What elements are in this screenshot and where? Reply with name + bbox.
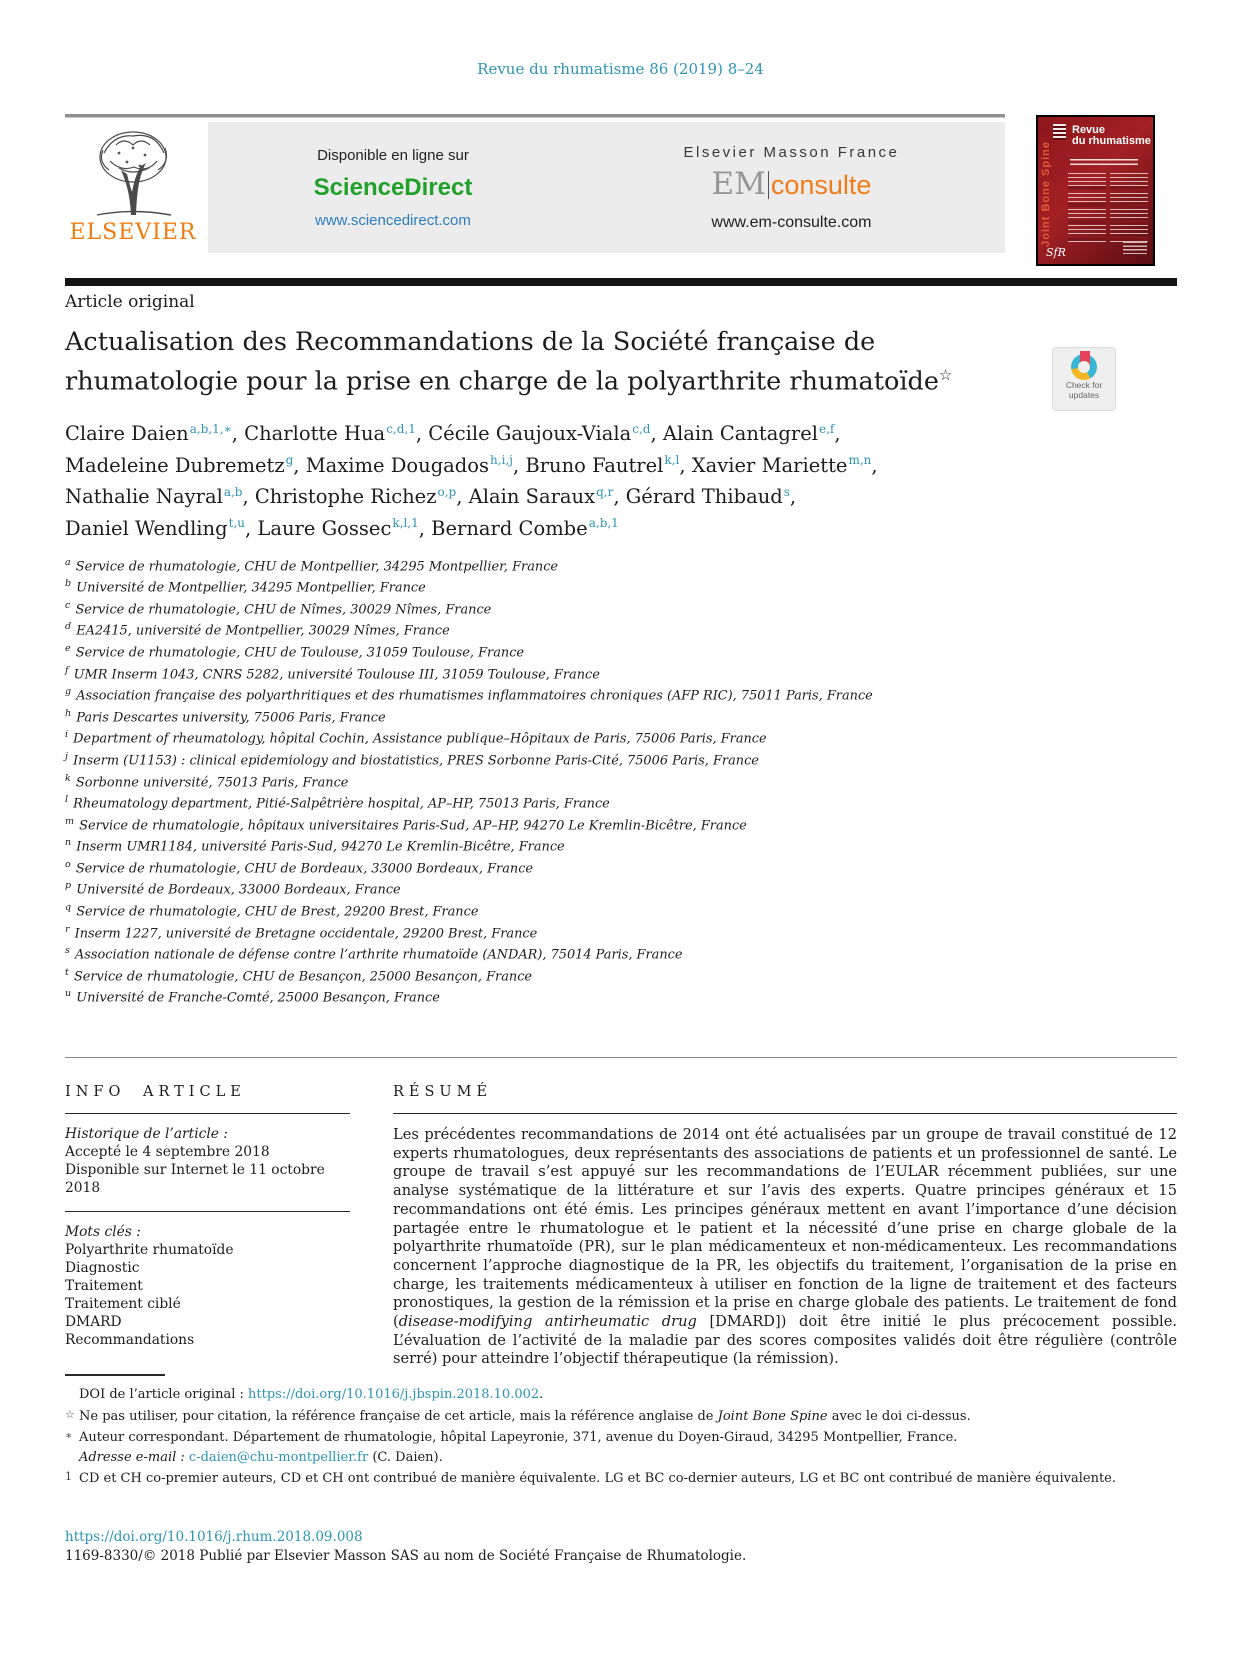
em-separator	[768, 171, 769, 199]
sciencedirect-url-link[interactable]: www.sciencedirect.com	[315, 211, 471, 229]
cover-issue-info	[1123, 242, 1147, 256]
article-type-label: Article original	[65, 292, 195, 312]
affiliation: $^t$ Service de rhumatologie, CHU de Besançon, 25000 Besançon, France	[65, 966, 533, 985]
joint-bone-spine-italic: Joint Bone Spine	[717, 1408, 828, 1424]
footnote-rule	[65, 1374, 165, 1376]
article-info-column	[65, 1084, 350, 1384]
cover-spine-text: Joint Bone Spine	[1040, 141, 1052, 247]
header-divider	[65, 114, 1005, 118]
affiliation: $^r$ Inserm 1227, université de Bretagne occidentale, 29200 Brest, France	[65, 923, 538, 941]
cover-title-line2: du rhumatisme	[1072, 135, 1151, 147]
cover-subheading-lines	[1070, 159, 1138, 166]
author: Charlotte Hua$^{c,d,1}$,	[244, 421, 429, 446]
abstract-part2: [DMARD]) doit être initié le plus précocement possible. L’évaluation de l’activité de la maladie par des scores composites validés doit être régulière (contrôle serré) pour atteindre l’objectif thérapeutique (la rémission).	[393, 1313, 1177, 1368]
keyword: Recommandations	[65, 1332, 195, 1349]
author: Madeleine Dubremetz$^g$,	[65, 453, 306, 477]
affiliation: $^o$ Service de rhumatologie, CHU de Bordeaux, 33000 Bordeaux, France	[65, 858, 534, 877]
info-mid-rule	[65, 1211, 350, 1212]
elsevier-wordmark: ELSEVIER	[69, 220, 197, 245]
article-doi-link[interactable]: https://doi.org/10.1016/j.rhum.2018.09.008	[65, 1529, 363, 1545]
affiliation: $^p$ Université de Bordeaux, 33000 Bordeaux, France	[65, 880, 401, 898]
available-online-label: Disponible en ligne sur	[317, 146, 469, 164]
cover-toc-col-right	[1110, 173, 1148, 242]
author: Xavier Mariette$^{m,n}$,	[691, 453, 878, 477]
affiliation: $^j$ Inserm (U1153) : clinical epidemiology and biostatistics, PRES Sorbonne Paris-Cité, 75006 Paris, France	[65, 750, 759, 769]
abstract-column	[393, 1084, 1177, 1384]
title-line1: Actualisation des Recommandations de la Société française de	[65, 327, 876, 357]
author: Bruno Fautrel$^{k,l}$,	[525, 453, 692, 477]
affiliation: $^k$ Sorbonne université, 75013 Paris, France	[65, 772, 349, 790]
affiliation: $^i$ Department of rheumatology, hôpital Cochin, Assistance publique–Hôpitaux de Paris, 75006 Paris, France	[65, 729, 767, 747]
affiliation: $^b$ Université de Montpellier, 34295 Montpellier, France	[65, 578, 426, 596]
affiliation: $^s$ Association nationale de défense contre l’arthrite rhumatoïde (ANDAR), 75014 Paris, France	[65, 945, 683, 963]
history-label: Historique de l’article :	[65, 1126, 228, 1143]
cover-title-line1: Revue	[1072, 124, 1106, 136]
author: Laure Gossec$^{k,l,1}$,	[257, 516, 432, 540]
author: Daniel Wendling$^{t,u}$,	[65, 516, 258, 540]
resume-heading-rule	[393, 1113, 1177, 1114]
footnote-corresponding-author: ∗ Auteur correspondant. Département de rhumatologie, hôpital Lapeyronie, 371, avenue du Doyen-Giraud, 34295 Montpellier, France.	[65, 1426, 1177, 1448]
issn-copyright-line: 1169-8330/© 2018 Publié par Elsevier Masson SAS au nom de Société Française de Rhumatologie.	[65, 1548, 747, 1564]
abstract-part1: Les précédentes recommandations de 2014 ont été actualisées par un groupe de travail constitué de 12 experts rhumatologues, deux représentants des associations de patients et un professionnel de santé. Le groupe de travail s’est appuyé sur les recommandations de l’EULAR récemment publiées, sur une analyse systématique de la littérature et sur l’avis des experts. Quatre principes généraux et 15 recommandations ont été émis. Les principes généraux mettent en avant l’importance d’une décision partagée entre le rhumatologue et le patient et la nécessité d’une prise en charge globale de la polyarthrite rhumatoïde (PR), sur le plan médicamenteux et non-médicamenteux. Les recommandations concernent l’approche diagnostique de la PR, les objectifs du traitement, l’organisation de la prise en charge, les traitements médicamenteux à utiliser en fonction de la ligne de traitement et des facteurs pronostiques, la gestion de la rémission et la prise en charge globale des patients. Le traitement de fond (	[393, 1126, 1177, 1331]
section-divider	[65, 1057, 1177, 1058]
elsevier-masson-label: Elsevier Masson France	[683, 143, 900, 161]
check-updates-label-line2: updates	[1068, 389, 1100, 400]
affiliation: $^d$ EA2415, université de Montpellier, 30029 Nîmes, France	[65, 621, 450, 639]
star-footnote-mark: ☆	[65, 1407, 75, 1421]
em-part: EM	[711, 165, 766, 202]
author: Nathalie Nayral$^{a,b}$,	[65, 484, 255, 509]
footnote-citation-note: ☆ Ne pas utiliser, pour citation, la référence française de cet article, mais la référence anglaise de Joint Bone Spine avec le doi ci-dessus.	[65, 1405, 1177, 1427]
affiliation-list	[65, 554, 1177, 1007]
history-accepted: Accepté le 4 septembre 2018	[65, 1144, 270, 1161]
sciencedirect-block	[314, 147, 473, 229]
author: Claire Daien$^{a,b,1,∗}$,	[65, 421, 245, 446]
author: Gérard Thibaud$^s$,	[625, 484, 797, 509]
info-heading: INFO ARTICLE	[65, 1084, 246, 1101]
cover-mini-logo	[1053, 124, 1066, 140]
doi-label: DOI de l’article original :	[79, 1387, 248, 1402]
keyword: Polyarthrite rhumatoïde	[65, 1242, 234, 1259]
info-heading-rule	[65, 1113, 350, 1114]
abstract-text	[393, 1126, 1177, 1369]
author: Alain Saraux$^{q,r}$,	[468, 484, 626, 509]
cover-sfr-logo: SfR	[1046, 246, 1066, 259]
article-history	[65, 1125, 350, 1197]
author-list	[65, 416, 1177, 542]
author: Bernard Combe$^{a,b,1}$	[431, 516, 619, 540]
author: Maxime Dougados$^{h,i,j}$,	[305, 453, 526, 477]
affiliation: $^e$ Service de rhumatologie, CHU de Toulouse, 31059 Toulouse, France	[65, 642, 525, 661]
availability-banner	[208, 122, 1005, 253]
em-consulte-block	[684, 144, 900, 232]
title-footnote-mark[interactable]: ☆	[938, 366, 953, 384]
affiliation: $^n$ Inserm UMR1184, université Paris-Sud, 94270 Le Kremlin-Bicêtre, France	[65, 837, 565, 855]
asterisk-footnote-mark: ∗	[65, 1429, 73, 1442]
author: Cécile Gaujoux-Viala$^{c,d}$,	[428, 421, 663, 446]
resume-heading: RÉSUMÉ	[393, 1084, 493, 1101]
keyword: Traitement ciblé	[65, 1296, 181, 1313]
affiliation: $^l$ Rheumatology department, Pitié-Salpêtrière hospital, AP–HP, 75013 Paris, France	[65, 794, 610, 812]
contrib-footnote-mark: 1	[65, 1470, 72, 1483]
affiliation: $^f$ UMR Inserm 1043, CNRS 5282, université Toulouse III, 31059 Toulouse, France	[65, 664, 600, 682]
affiliation: $^h$ Paris Descartes university, 75006 Paris, France	[65, 707, 386, 726]
header-black-rule	[65, 278, 1177, 286]
elsevier-logo	[63, 124, 203, 254]
author: Christophe Richez$^{o,p}$,	[254, 484, 469, 509]
journal-cover-thumbnail[interactable]	[1036, 115, 1155, 266]
footnote-original-doi: DOI de l’article original : https://doi.org/10.1016/j.jbspin.2018.10.002.	[79, 1387, 544, 1402]
affiliation: $^g$ Association française des polyarthritiques et des rhumatismes inflammatoires chroniques (AFP RIC), 75011 Paris, France	[65, 686, 873, 704]
author: Alain Cantagrel$^{e,f}$,	[662, 421, 841, 446]
footnotes-block	[65, 1374, 1177, 1489]
page-footer	[65, 1528, 1177, 1566]
cover-title	[1072, 125, 1151, 147]
original-doi-link[interactable]: https://doi.org/10.1016/j.jbspin.2018.10.002	[248, 1387, 540, 1402]
keywords-block	[65, 1223, 350, 1349]
footnote-email: Adresse e-mail : c-daien@chu-montpellier.fr (C. Daien).	[79, 1449, 443, 1465]
article-title	[65, 326, 1177, 399]
keyword: Diagnostic	[65, 1260, 140, 1277]
journal-citation-header: Revue du rhumatisme 86 (2019) 8–24	[477, 60, 764, 78]
affiliation: $^m$ Service de rhumatologie, hôpitaux universitaires Paris-Sud, AP–HP, 94270 Le Kremlin-Bicêtre, France	[65, 815, 747, 833]
affiliation: $^c$ Service de rhumatologie, CHU de Nîmes, 30029 Nîmes, France	[65, 599, 492, 618]
affiliation: $^u$ Université de Franche-Comté, 25000 Besançon, France	[65, 988, 440, 1006]
title-line2: rhumatologie pour la prise en charge de la polyarthrite rhumatoïde	[65, 366, 939, 397]
em-consulte-url-link[interactable]: www.em-consulte.com	[711, 213, 872, 231]
footnote-contributions: 1 CD et CH co-premier auteurs, CD et CH ont contribué de manière équivalente. LG et BC co-dernier auteurs, LG et BC ont contribué de manière équivalente.	[65, 1467, 1177, 1489]
article-content	[65, 292, 1177, 1384]
elsevier-tree-icon	[81, 124, 185, 218]
cover-toc-col-left	[1068, 173, 1106, 242]
email-label: Adresse e-mail :	[79, 1449, 189, 1465]
sciencedirect-wordmark[interactable]: ScienceDirect	[313, 173, 473, 201]
keyword: Traitement	[65, 1278, 143, 1295]
keyword: DMARD	[65, 1314, 122, 1331]
affiliation: $^q$ Service de rhumatologie, CHU de Brest, 29200 Brest, France	[65, 902, 479, 920]
check-updates-label-line1: Check for	[1065, 380, 1103, 390]
info-resume-columns	[65, 1084, 1177, 1384]
cover-toc-lines	[1068, 173, 1148, 242]
author-email-link[interactable]: c-daien@chu-montpellier.fr	[188, 1449, 369, 1465]
consulte-part: consulte	[770, 169, 872, 200]
history-online: Disponible sur Internet le 11 octobre 2018	[65, 1162, 325, 1197]
abstract-italic-term: disease-modifying antirheumatic drug	[398, 1313, 697, 1331]
em-consulte-wordmark[interactable]	[684, 167, 900, 206]
keywords-label: Mots clés :	[65, 1224, 141, 1241]
affiliation: $^a$ Service de rhumatologie, CHU de Montpellier, 34295 Montpellier, France	[65, 556, 559, 574]
